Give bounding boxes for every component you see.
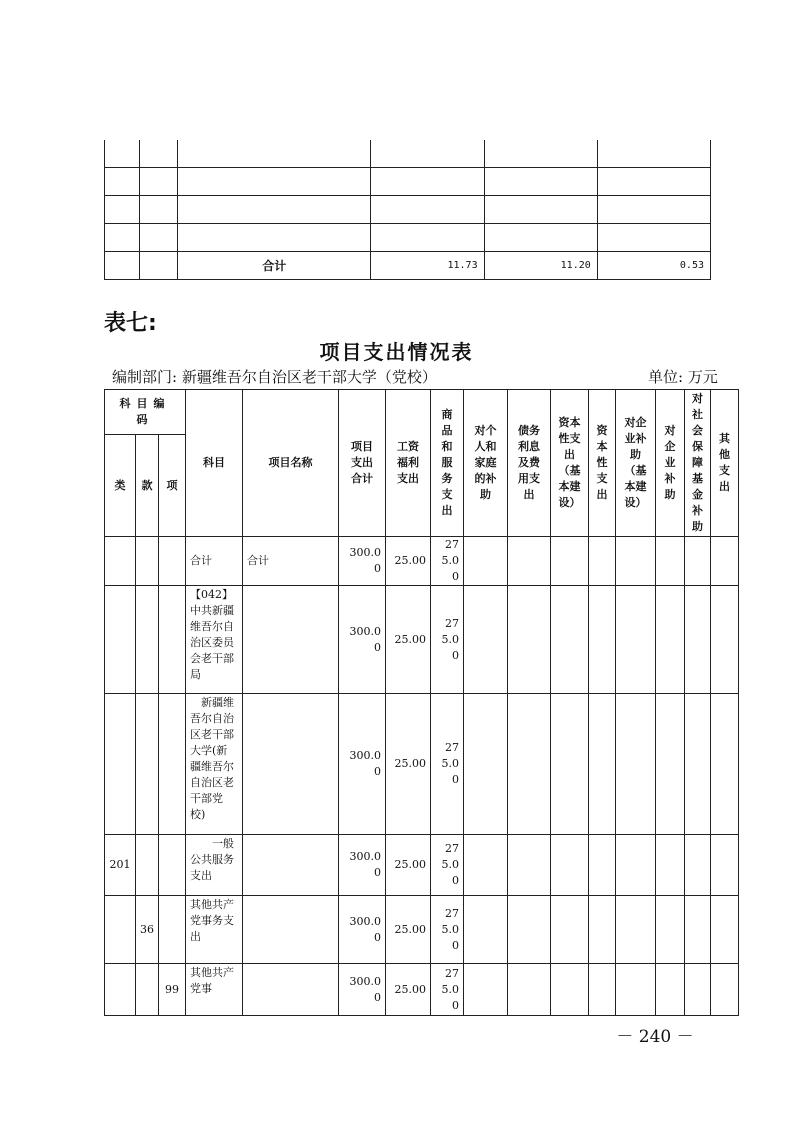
header-code-group: 科目编码 [105,390,186,435]
subject-cell: 其他共产党事 [186,964,243,1016]
code-xiang [159,896,186,964]
goods-services-cell: 275.00 [431,694,464,835]
salary-cell: 25.00 [386,537,431,586]
header-capital: 资本性支出 [589,390,616,537]
table-row [105,140,711,168]
code-kuan [136,835,159,896]
empty-cell [685,694,711,835]
salary-cell: 25.00 [386,964,431,1016]
header-total: 项目支出合计 [339,390,386,537]
table-row [105,694,739,835]
empty-cell [464,835,508,896]
empty-cell [508,586,551,694]
empty-cell [508,835,551,896]
salary-cell: 25.00 [386,896,431,964]
table-row [105,586,739,694]
code-kuan [136,964,159,1016]
empty-cell [589,896,616,964]
salary-cell: 25.00 [386,835,431,896]
total-row [105,252,711,280]
header-enterprise-subsidy-construction: 对企业补助（基本建设） [616,390,656,537]
empty-cell [551,586,589,694]
code-kuan [136,694,159,835]
table-row [105,537,739,586]
empty-cell [656,694,685,835]
empty-cell [464,537,508,586]
header-project-name: 项目名称 [243,390,339,537]
code-lei: 201 [105,835,136,896]
header-xiang: 项 [159,435,186,537]
empty-cell [711,896,739,964]
empty-cell [711,694,739,835]
table-row [105,964,739,1016]
goods-services-cell: 275.00 [431,537,464,586]
empty-cell [589,694,616,835]
total-value: 11.73 [371,252,484,280]
empty-cell [616,694,656,835]
subject-cell: 其他共产党事务支出 [186,896,243,964]
project-name-cell [243,964,339,1016]
header-household-subsidy: 对个人和家庭的补助 [464,390,508,537]
code-kuan [136,537,159,586]
empty-cell [551,896,589,964]
empty-cell [711,586,739,694]
goods-services-cell: 275.00 [431,964,464,1016]
header-enterprise-subsidy: 对企业补助 [656,390,685,537]
header-salary: 工资福利支出 [386,390,431,537]
project-name-cell [243,586,339,694]
empty-cell [464,586,508,694]
empty-cell [685,964,711,1016]
empty-cell [464,964,508,1016]
empty-cell [551,964,589,1016]
empty-cell [711,537,739,586]
empty-cell [589,586,616,694]
header-debt-interest: 债务利息及费用支出 [508,390,551,537]
empty-cell [551,537,589,586]
salary-cell: 25.00 [386,694,431,835]
header-kuan: 款 [136,435,159,537]
total-cell: 300.00 [339,586,386,694]
subject-cell: 一般公共服务支出 [186,835,243,896]
empty-cell [464,694,508,835]
empty-cell [656,896,685,964]
code-lei [105,586,136,694]
empty-cell [616,586,656,694]
total-cell: 300.00 [339,896,386,964]
total-cell: 300.00 [339,537,386,586]
code-lei [105,896,136,964]
empty-cell [685,586,711,694]
empty-cell [551,835,589,896]
goods-services-cell: 275.00 [431,896,464,964]
empty-cell [685,835,711,896]
empty-cell [685,537,711,586]
empty-cell [685,896,711,964]
total-value: 0.53 [597,252,710,280]
table-row [105,835,739,896]
subject-cell: 新疆维吾尔自治区老干部大学(新疆维吾尔自治区老干部党校) [186,694,243,835]
goods-services-cell: 275.00 [431,586,464,694]
goods-services-cell: 275.00 [431,835,464,896]
table-label: 表七: [104,311,157,336]
header-subject: 科目 [186,390,243,537]
empty-cell [589,835,616,896]
empty-cell [464,896,508,964]
empty-cell [589,537,616,586]
code-kuan [136,586,159,694]
header-capital-construction: 资本性支出（基本建设） [551,390,589,537]
total-value: 11.20 [484,252,597,280]
subject-cell: 合计 [186,537,243,586]
salary-cell: 25.00 [386,586,431,694]
code-xiang: 99 [159,964,186,1016]
code-lei [105,694,136,835]
code-xiang [159,537,186,586]
subject-cell: 【042】中共新疆维吾尔自治区委员会老干部局 [186,586,243,694]
code-lei [105,964,136,1016]
empty-cell [616,896,656,964]
project-name-cell [243,835,339,896]
table-row [105,224,711,252]
empty-cell [656,537,685,586]
total-cell: 300.00 [339,964,386,1016]
code-lei [105,537,136,586]
project-name-cell [243,896,339,964]
empty-cell [656,964,685,1016]
header-other: 其他支出 [711,390,739,537]
empty-cell [508,964,551,1016]
empty-cell [616,835,656,896]
project-name-cell [243,694,339,835]
total-cell: 300.00 [339,694,386,835]
code-kuan: 36 [136,896,159,964]
project-expenditure-table [104,389,739,1016]
code-xiang [159,586,186,694]
table-row [105,168,711,196]
total-cell: 300.00 [339,835,386,896]
total-label: 合计 [178,252,371,280]
empty-cell [508,896,551,964]
previous-table [104,140,711,280]
code-xiang [159,835,186,896]
empty-cell [711,835,739,896]
empty-cell [656,586,685,694]
table-row [105,896,739,964]
department-label: 编制部门: 新疆维吾尔自治区老干部大学（党校） [112,368,437,386]
code-xiang [159,694,186,835]
empty-cell [711,964,739,1016]
empty-cell [508,694,551,835]
table-row [105,196,711,224]
empty-cell [589,964,616,1016]
header-social-security-fund: 对社会保障基金补助 [685,390,711,537]
page-title: 项目支出情况表 [319,340,474,364]
unit-label: 单位: 万元 [648,368,718,386]
empty-cell [616,537,656,586]
header-goods-services: 商品和服务支出 [431,390,464,537]
empty-cell [656,835,685,896]
header-lei: 类 [105,435,136,537]
page-number: － 240 － [616,1027,694,1047]
empty-cell [508,537,551,586]
empty-cell [551,694,589,835]
project-name-cell: 合计 [243,537,339,586]
empty-cell [616,964,656,1016]
